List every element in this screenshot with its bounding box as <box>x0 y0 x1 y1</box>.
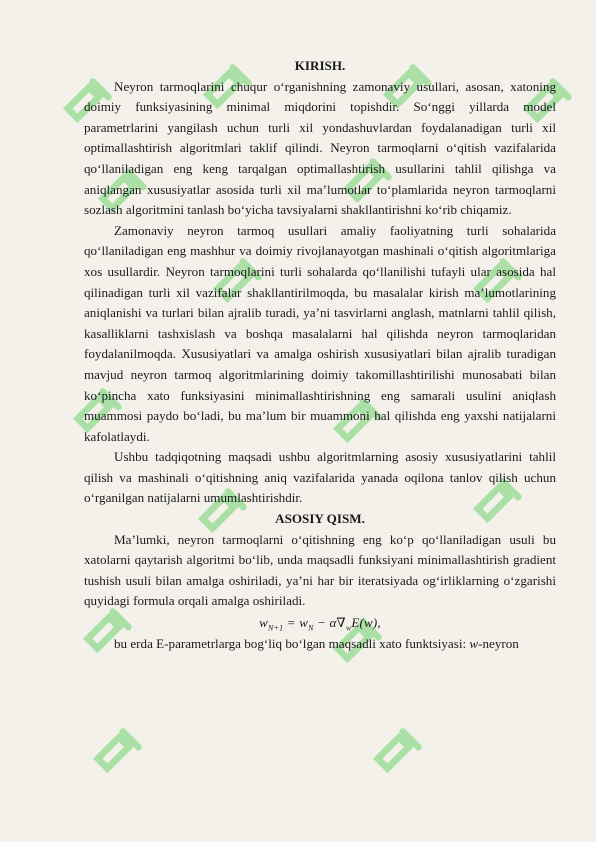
watermark-logo-icon <box>90 720 148 778</box>
section-heading-intro: KIRISH. <box>294 58 346 73</box>
last-paragraph-italic: w <box>469 636 479 652</box>
formula-sub2: N <box>308 623 314 633</box>
formula-sub3: w <box>345 623 352 633</box>
formula-minus: − α∇ <box>313 615 346 631</box>
formula-w1: w <box>259 615 268 631</box>
watermark-logo-icon <box>370 720 428 778</box>
formula-sub1: N+1 <box>267 623 284 633</box>
formula-rest: E(w), <box>351 615 381 631</box>
formula-eq: = <box>283 615 300 631</box>
last-paragraph <box>84 634 556 655</box>
article-body <box>84 56 556 655</box>
formula-w2: w <box>299 615 309 631</box>
last-paragraph-prefix: bu erda E-parametrlarga bog‘liq bo‘lgan maqsadli xato funktsiyasi: <box>114 636 470 652</box>
intro-paragraph-3: Ushbu tadqiqotning maqsadi ushbu algoritmlarning asosiy xususiyatlarini tahlil qilish va mashinali o‘qitishning aniq vazifalarida yanada oqilona tanlov qilish uchun o‘rganilgan natijalarni umumlashtirishdir. <box>84 449 556 506</box>
last-paragraph-suffix: -neyron <box>478 636 519 652</box>
update-formula <box>84 612 556 634</box>
section-heading-main: ASOSIY QISM. <box>275 511 365 527</box>
main-paragraph: Ma’lumki, neyron tarmoqlarni o‘qitishning eng ko‘p qo‘llaniladigan usuli bu xatolarni qaytarish algoritmi bo‘lib, unda maqsadli funksiyani minimallashtirish gradient tushish usuli bilan amalga oshiriladi, ya’ni har bir iteratsiyada og‘irliklarning o‘zgarishi quyidagi formula orqali amalga oshiriladi. <box>84 531 556 609</box>
intro-paragraph-2: Zamonaviy neyron tarmoq usullari amaliy faoliyatning turli sohalarida qo‘llaniladigan eng mashhur va doimiy rivojlanayotgan mashinali o‘qitish algoritmlariga xos usullardir. Neyron tarmoqlarini turli sohalarda qo‘llanilishi tufayli ular asosida hal qilinadigan turli xil vazifalar shakllantirilmoqda, bu masalalar kirish ma’lumotlarining aniqlanishi va turlari bilan ajralib turadi, ya’ni tasvirlarni anglash, matnlarni tahlil qilish, kasalliklarni tashxislash va boshqa masalalarni hal qilishda neyron tarmoqlaridan foydalanilmoqda. Xususiyatlari va amalga oshirish xususiyatlari bilan ajralib turadigan mavjud neyron tarmoq algoritmlarining doimiy takomillashtirilishi munosabati bilan ko‘pincha xato funksiyasini minimallashtirishning eng samarali usulini aniqlash muammosi paydo bo‘ladi, bu ma’lum bir muammoni hal qilishda eng yaxshi natijalarni kafolatlaydi. <box>84 222 556 444</box>
intro-paragraph-1: Neyron tarmoqlarini chuqur o‘rganishning zamonaviy usullari, asosan, xatoning doimiy funksiyasining minimal miqdorini topishdir. So‘nggi yillarda model parametrlarini yangilash uchun turli xil yondashuvlardan foydalanadigan turli xil optimallashtirish algoritmlari taklif qilindi. Neyron tarmoqlarni o‘qitish vazifalarida qo‘llaniladigan eng keng tarqalgan optimallashtirish usullarini tahlil qilishga va aniqlangan xususiyatlar asosida turli xil ma’lumotlar to‘plamlarida neyron tarmoqlarni sozlash algoritmini tanlash bo‘yicha tavsiyalarni shakllantirishni ko‘rib chiqamiz. <box>84 78 556 218</box>
